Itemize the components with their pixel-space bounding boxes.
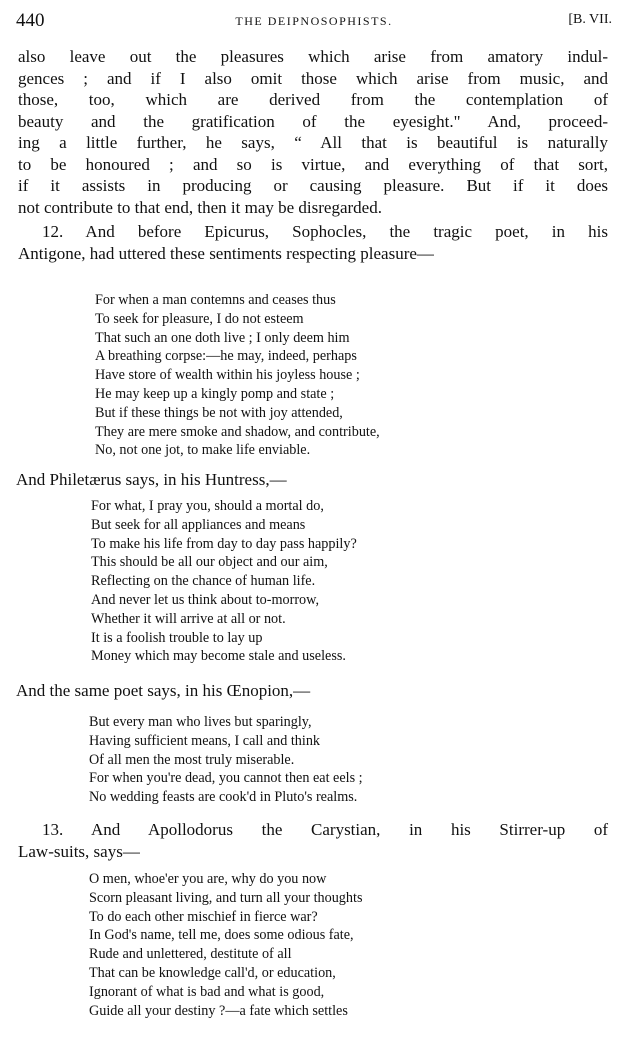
text-line: those, too, which are derived from the contemplation of <box>18 90 608 109</box>
verse-line: But every man who lives but sparingly, <box>89 714 312 730</box>
verse-line: A breathing corpse:—he may, indeed, perhaps <box>95 348 357 365</box>
page-header <box>16 10 612 36</box>
verse-line: But if these things be not with joy attended, <box>95 404 343 421</box>
book-section: [B. VII. <box>568 12 612 27</box>
paragraph-12 <box>18 221 608 264</box>
verse-line: Guide all your destiny ?—a fate which settles <box>89 1002 348 1019</box>
verse-line: This should be all our object and our aim, <box>91 554 328 571</box>
verse-line: To seek for pleasure, I do not esteem <box>95 310 304 327</box>
verse-line: Ignorant of what is bad and what is good, <box>89 983 325 1000</box>
verse-line: That such an one doth live ; I only deem him <box>95 329 350 346</box>
verse-line: But seek for all appliances and means <box>91 516 306 533</box>
verse-apollodorus <box>89 870 362 1020</box>
verse-line: To make his life from day to day pass happily? <box>91 535 357 552</box>
verse-line: No wedding feasts are cook'd in Pluto's realms. <box>89 789 358 806</box>
text-line: Law-suits, says— <box>18 841 140 861</box>
verse-line: They are mere smoke and shadow, and contribute, <box>95 423 380 440</box>
text-line: not contribute to that end, then it may be disregarded. <box>18 197 382 217</box>
paragraph-13 <box>18 819 608 862</box>
verse-line: Have store of wealth within his joyless house ; <box>95 367 360 384</box>
verse-line: Rude and unlettered, destitute of all <box>89 946 292 963</box>
text-line: beauty and the gratification of the eyesight." And, proceed- <box>18 111 608 131</box>
verse-line: Reflecting on the chance of human life. <box>91 573 316 590</box>
verse-line: Having sufficient means, I call and think <box>89 732 321 749</box>
verse-line: For what, I pray you, should a mortal do, <box>91 498 324 514</box>
text-line: if it assists in producing or causing pleasure. But if it does <box>18 176 608 195</box>
verse-line: It is a foolish trouble to lay up <box>91 629 263 646</box>
verse-line: That can be knowledge call'd, or education, <box>89 964 336 981</box>
text-line: Antigone, had uttered these sentiments respecting pleasure— <box>18 243 434 263</box>
verse-line: In God's name, tell me, does some odious fate, <box>89 927 354 944</box>
text-line: to be honoured ; and so is virtue, and everything of that sort, <box>18 154 608 174</box>
verse-line: O men, whoe'er you are, why do you now <box>89 871 327 887</box>
verse-sophocles <box>95 291 380 460</box>
running-title: THE DEIPNOSOPHISTS. <box>235 14 393 28</box>
text-line: gences ; and if I also omit those which arise from music, and <box>18 68 608 88</box>
verse-line: Of all men the most truly miserable. <box>89 751 295 768</box>
text-line: 13. And Apollodorus the Carystian, in his Stirrer-up of <box>42 820 608 839</box>
intro-oenopion: And the same poet says, in his Œnopion,— <box>16 681 311 700</box>
verse-line: Money which may become stale and useless. <box>91 648 346 665</box>
verse-line: Scorn pleasant living, and turn all your thoughts <box>89 889 363 906</box>
text-line: ing a little further, he says, “ All that is beautiful is naturally <box>18 133 608 152</box>
verse-line: Whether it will arrive at all or not. <box>91 610 286 627</box>
verse-huntress <box>91 497 357 666</box>
intro-philetaerus: And Philetærus says, in his Huntress,— <box>16 470 287 489</box>
verse-line: He may keep up a kingly pomp and state ; <box>95 385 335 402</box>
page-number: 440 <box>16 10 45 31</box>
text-line: also leave out the pleasures which arise from amatory indul- <box>18 47 608 66</box>
verse-line: No, not one jot, to make life enviable. <box>95 442 311 459</box>
verse-line: To do each other mischief in fierce war? <box>89 908 318 925</box>
verse-line: And never let us think about to-morrow, <box>91 591 320 608</box>
text-line: 12. And before Epicurus, Sophocles, the tragic poet, in his <box>42 222 608 241</box>
paragraph-1 <box>18 46 608 218</box>
verse-oenopion <box>89 713 363 807</box>
verse-line: For when you're dead, you cannot then eat eels ; <box>89 770 363 787</box>
verse-line: For when a man contemns and ceases thus <box>95 292 336 308</box>
